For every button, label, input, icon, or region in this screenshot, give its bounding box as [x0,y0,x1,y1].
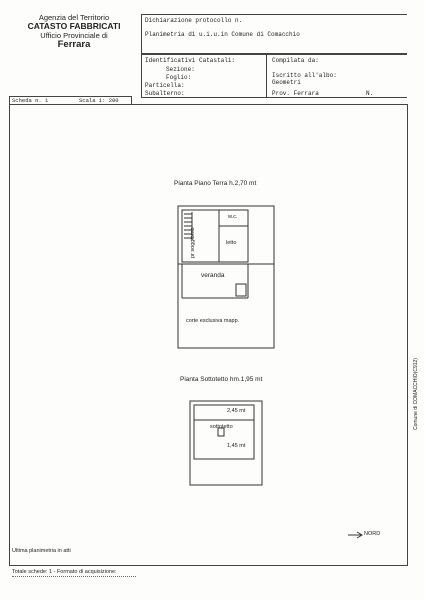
veranda-label: veranda [201,272,225,279]
height-top-label: 2,45 mt [227,408,246,414]
office-label: Ufficio Provinciale di [40,30,108,40]
nord-label: NORD [364,531,381,537]
province-name: Ferrara [57,38,91,50]
dichiarazione-label: Dichiarazione protocollo n. [145,17,243,24]
sottotetto-label: sottotetto [210,424,233,430]
scala-label: Scala 1: 200 [79,97,119,104]
particella-label: Particella: [145,82,185,89]
north-arrow [348,532,362,538]
height-bottom-label: 1,45 mt [227,443,246,449]
wc-label: w.c. [228,214,238,220]
side-comune-text: Comune di COMACCHIO(C912) [413,358,419,430]
attic-title: Pianta Sottotetto hm.1,95 mt [180,376,263,383]
catasto-title: CATASTO FABBRICATI [27,21,121,32]
identificativi-label: Identificativi Catastali: [145,57,236,64]
soggiorno-label: pr soggiorno [190,227,196,258]
scheda-label: Scheda n. 1 [12,97,49,104]
footer-note: Ultima planimetria in atti [12,548,71,554]
compilata-label: Compilata da: [272,57,319,64]
iscritto-label: Iscritto all'albo: [272,72,337,79]
number-label: N. [366,90,374,97]
ground-floor-title: Pianta Piano Terra h.2,70 mt [174,180,257,187]
geometri-label: Geometri [272,79,301,86]
agency-name: Agenzia del Territorio [38,13,110,22]
footer-dotted-line [12,576,136,577]
prov-label: Prov. Ferrara [272,90,319,97]
footer-total: Totale schede: 1 - Formato di acquisizione: [12,569,117,575]
attic-outline [190,401,262,485]
foglio-label: Foglio: [166,74,192,81]
planimetria-label: Planimetria di u.i.u.in Comune di Comacchio [145,31,300,38]
corte-label: corte esclusiva mapp. [186,318,240,324]
subalterno-label: Subalterno: [145,90,185,97]
sezione-label: Sezione: [166,66,195,73]
letto-label: letto [226,240,237,246]
